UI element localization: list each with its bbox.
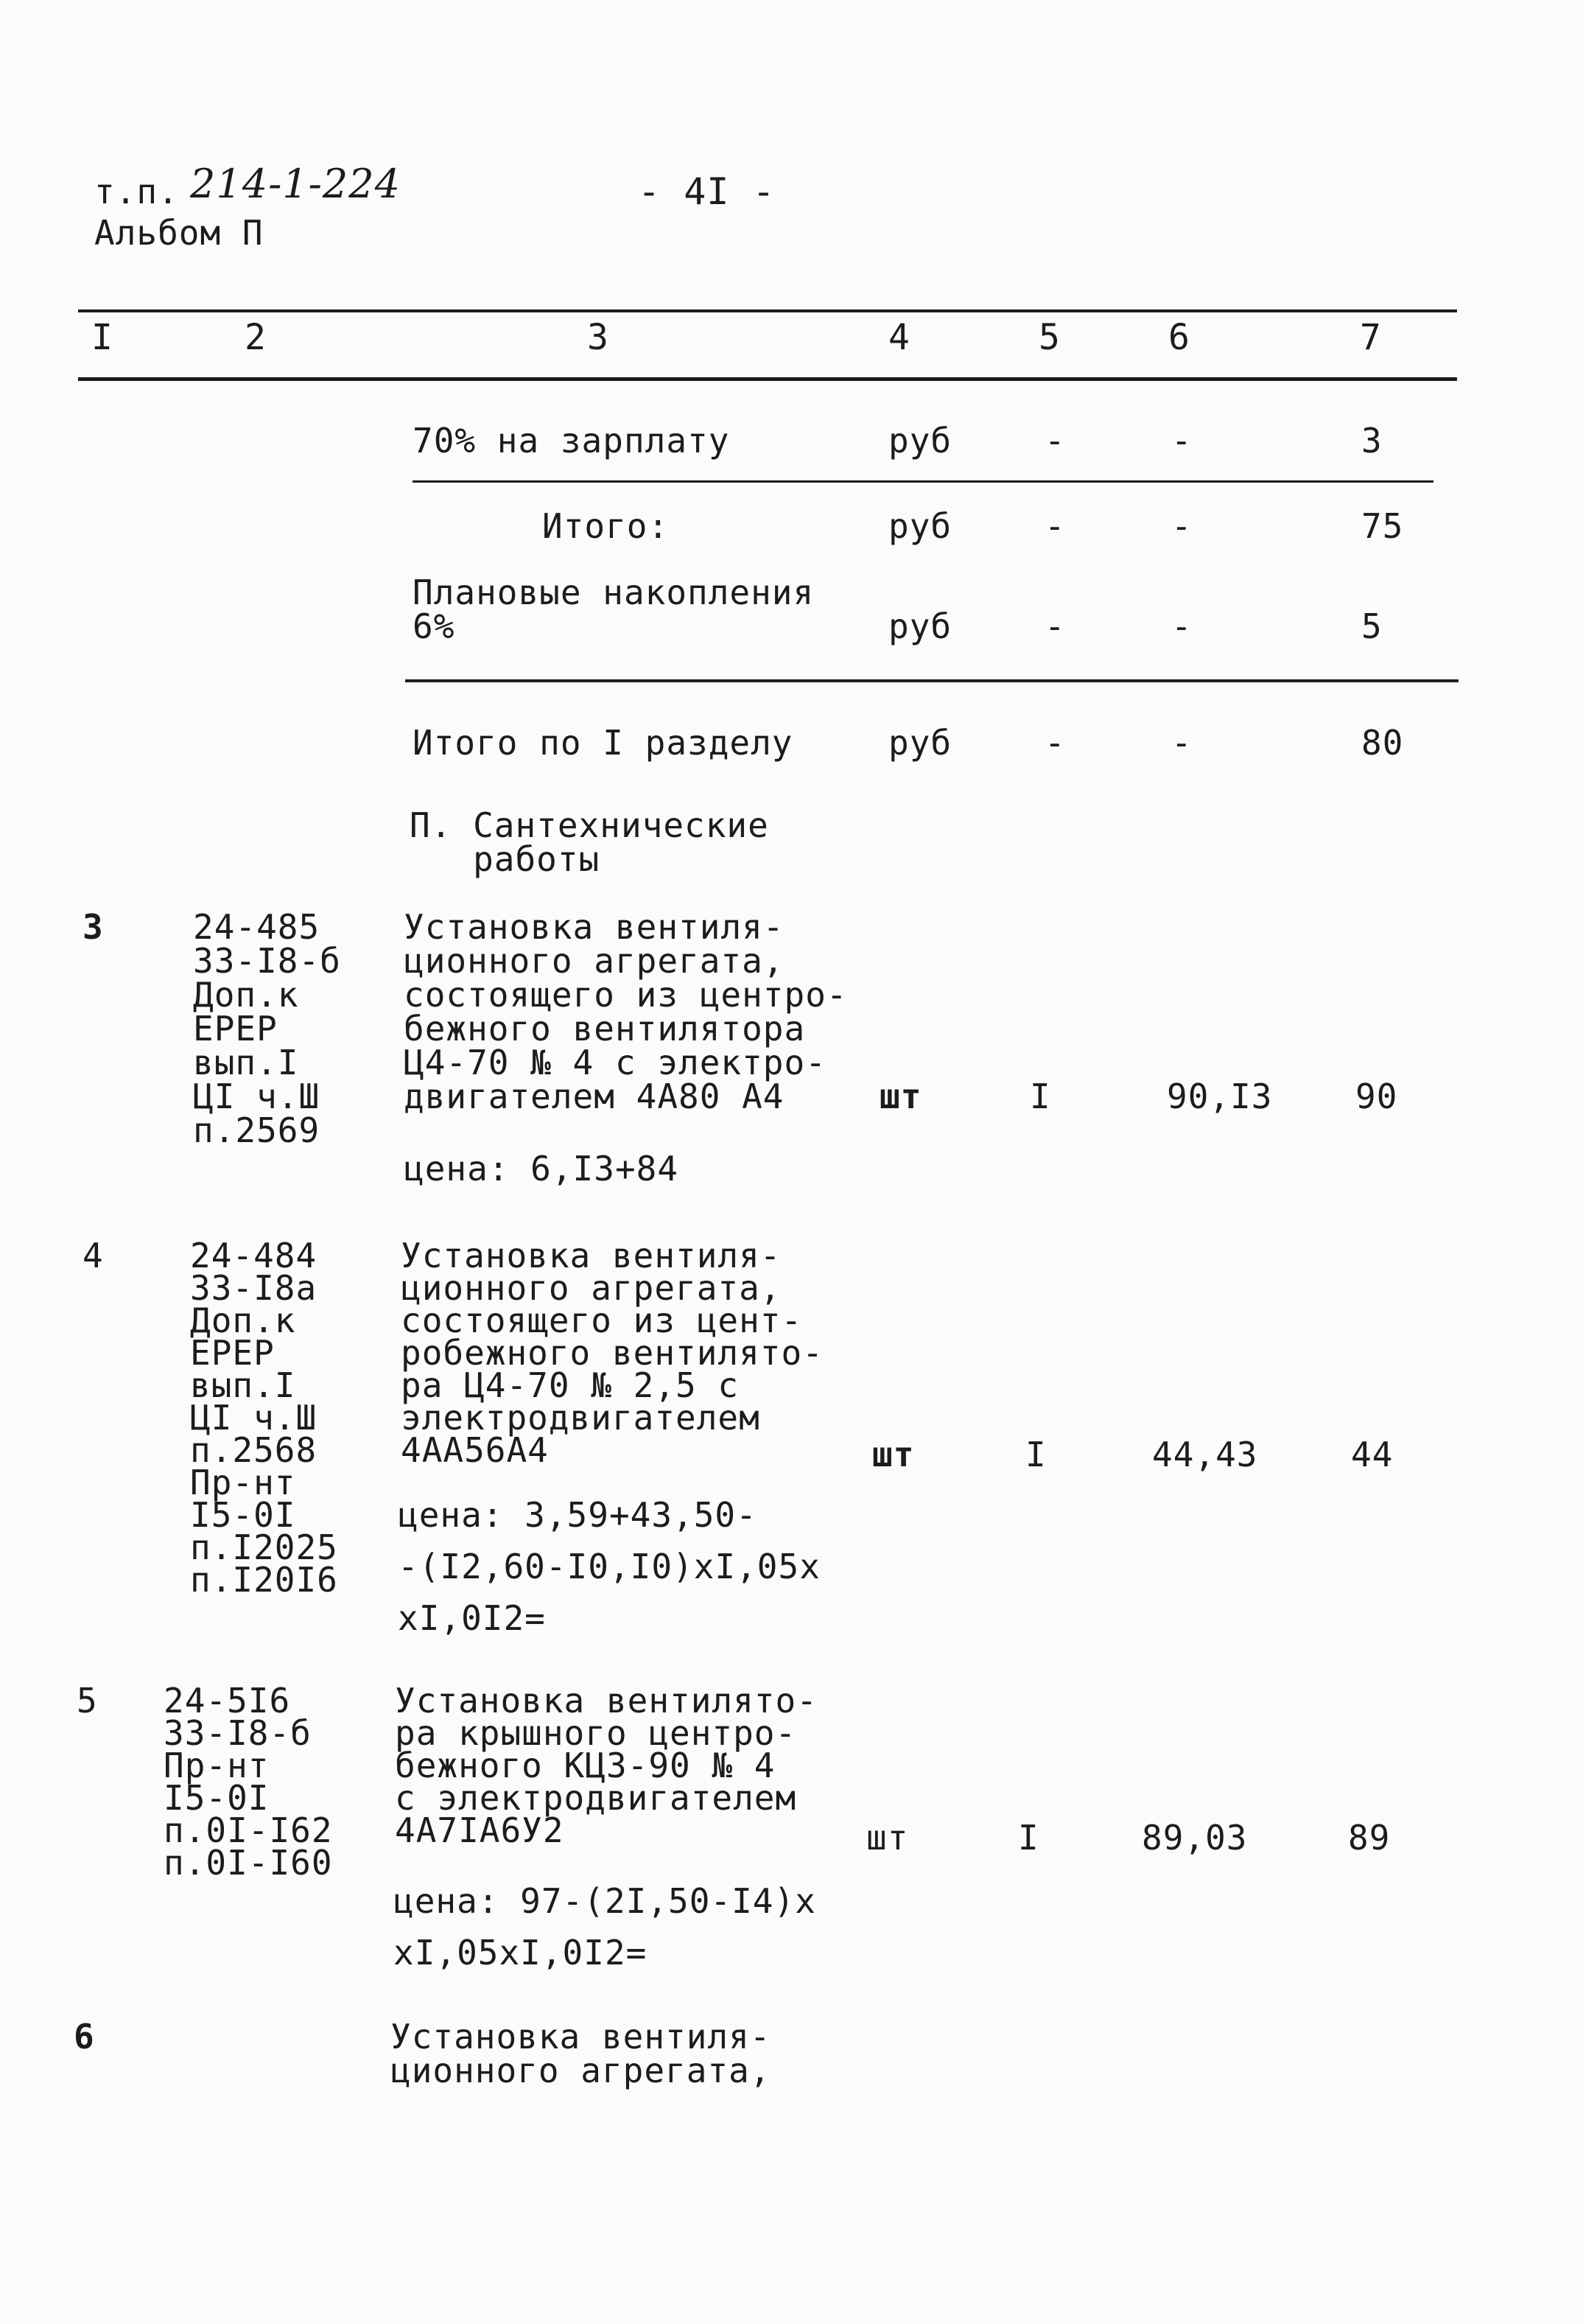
item-4-calc: -(I2,60-I0,I0)хI,05х <box>398 1547 821 1586</box>
col-header-5: 5 <box>1039 317 1061 358</box>
item-4-desc: Установка вентиля- <box>401 1236 782 1275</box>
item-4-code: п.I2025 <box>190 1527 338 1567</box>
item-5-unit: шт <box>866 1818 909 1858</box>
item-4-calc: хI,0I2= <box>398 1598 546 1638</box>
item-6-number: 6 <box>74 2017 95 2057</box>
section-total-unit: руб <box>888 723 952 763</box>
col-header-6: 6 <box>1168 317 1190 358</box>
section-total-text: Итого по I разделу <box>413 723 793 763</box>
item-3-total: 90 <box>1355 1077 1398 1116</box>
item-4-code: Пр-нт <box>190 1463 296 1502</box>
section-total-col7: 80 <box>1361 723 1404 763</box>
item-5-code: п.0I-I62 <box>164 1810 333 1850</box>
item-3-desc: Установка вентиля- <box>404 907 785 947</box>
item-5-desc: ра крышного центро- <box>395 1713 797 1753</box>
item-3-number: 3 <box>83 907 104 947</box>
item-5-number: 5 <box>77 1681 98 1721</box>
col-header-4: 4 <box>888 317 910 358</box>
item-5-desc: с электродвигателем <box>395 1778 797 1818</box>
item-6-desc: Установка вентиля- <box>390 2017 771 2057</box>
item-3-code: ЦI ч.Ш <box>193 1077 320 1116</box>
header-bottom-rule <box>78 377 1457 381</box>
item-3-code: Доп.к <box>193 975 299 1015</box>
item-3-desc: Ц4-70 № 4 с электро- <box>404 1043 826 1082</box>
item-3-code: ЕРЕР <box>193 1009 278 1049</box>
item-4-desc: 4АА56А4 <box>401 1430 549 1470</box>
item-3-code: п.2569 <box>193 1110 320 1150</box>
item-3-unit: шт <box>880 1077 922 1116</box>
item-4-qty: I <box>1025 1435 1047 1474</box>
item-4-desc: электродвигателем <box>401 1398 760 1438</box>
item-3-code: вып.I <box>193 1043 299 1082</box>
item-4-price: 44,43 <box>1152 1435 1258 1474</box>
item-3-desc: двигателем 4А80 А4 <box>404 1077 785 1116</box>
summary-row-1-col7: 3 <box>1361 421 1383 461</box>
item-4-desc: состоящего из цент- <box>401 1301 803 1340</box>
item-3-price: 90,I3 <box>1167 1077 1273 1116</box>
item-5-desc: 4А7IА6У2 <box>395 1810 564 1850</box>
item-5-calc: хI,05хI,0I2= <box>393 1933 647 1973</box>
col-header-1: I <box>91 317 113 358</box>
item-3-desc: бежного вентилятора <box>404 1009 806 1049</box>
tp-number-handwritten: 214-1-224 <box>190 161 401 207</box>
item-3-qty: I <box>1030 1077 1051 1116</box>
item-4-code: ЕРЕР <box>190 1333 275 1373</box>
item-3-code: 24-485 <box>193 907 320 947</box>
item-5-code: 33-I8-б <box>164 1713 312 1753</box>
summary-row-1-text: 70% на зарплату <box>413 421 730 461</box>
item-4-code: п.2568 <box>190 1430 317 1470</box>
item-4-code: I5-0I <box>190 1495 296 1535</box>
item-5-code: I5-0I <box>164 1778 270 1818</box>
item-5-qty: I <box>1018 1818 1039 1858</box>
item-5-code: п.0I-I60 <box>164 1843 333 1883</box>
item-4-code: ЦI ч.Ш <box>190 1398 317 1438</box>
summary-row-2-col7: 75 <box>1361 506 1404 546</box>
summary-row-3-text-line-2: 6% <box>413 606 455 646</box>
tp-prefix: т.п. <box>94 172 179 211</box>
item-5-calc: цена: 97-(2I,50-I4)х <box>393 1881 816 1921</box>
summary-row-1-unit: руб <box>888 421 952 461</box>
item-4-desc: ционного агрегата, <box>401 1268 782 1308</box>
item-4-total: 44 <box>1351 1435 1394 1474</box>
summary-row-1-col6: - <box>1171 421 1193 461</box>
item-4-calc: цена: 3,59+43,50- <box>398 1495 757 1535</box>
item-5-price: 89,03 <box>1142 1818 1248 1858</box>
summary-row-3-col6: - <box>1171 606 1193 646</box>
item-4-unit: шт <box>872 1435 915 1474</box>
header-top-rule <box>78 309 1457 312</box>
col-header-2: 2 <box>245 317 267 358</box>
summary-row-2-text: Итого: <box>542 506 670 546</box>
item-3-calc: цена: 6,I3+84 <box>404 1149 679 1189</box>
col-header-3: 3 <box>587 317 609 358</box>
item-5-total: 89 <box>1348 1818 1391 1858</box>
item-5-code: Пр-нт <box>164 1746 270 1785</box>
section-total-col5: - <box>1045 723 1066 763</box>
item-5-code: 24-5I6 <box>164 1681 291 1721</box>
item-3-code: 33-I8-б <box>193 941 341 981</box>
summary-rule-2 <box>405 679 1459 682</box>
summary-rule-1 <box>413 480 1433 483</box>
summary-row-3-col7: 5 <box>1361 606 1383 646</box>
item-4-code: Доп.к <box>190 1301 296 1340</box>
section-title-line-1: П. Сантехнические <box>410 805 769 845</box>
col-header-7: 7 <box>1360 317 1382 358</box>
item-4-number: 4 <box>83 1236 104 1275</box>
item-4-desc: робежного вентилято- <box>401 1333 824 1373</box>
item-4-desc: ра Ц4-70 № 2,5 с <box>401 1365 740 1405</box>
item-4-code: 33-I8а <box>190 1268 317 1308</box>
item-6-desc: ционного агрегата, <box>390 2051 771 2090</box>
item-3-desc: ционного агрегата, <box>404 941 785 981</box>
item-3-desc: состоящего из центро- <box>404 975 848 1015</box>
summary-row-1-col5: - <box>1045 421 1066 461</box>
page-number: - 4I - <box>638 170 776 213</box>
album-label: Альбом П <box>94 213 264 253</box>
item-4-code: п.I20I6 <box>190 1560 338 1600</box>
summary-row-3-unit: руб <box>888 606 952 646</box>
item-4-code: вып.I <box>190 1365 296 1405</box>
section-total-col6: - <box>1171 723 1193 763</box>
summary-row-2-col5: - <box>1045 506 1066 546</box>
section-title-line-2: работы <box>410 839 600 879</box>
item-5-desc: бежного КЦЗ-90 № 4 <box>395 1746 776 1785</box>
summary-row-2-col6: - <box>1171 506 1193 546</box>
summary-row-2-unit: руб <box>888 506 952 546</box>
item-4-code: 24-484 <box>190 1236 317 1275</box>
item-5-desc: Установка вентилято- <box>395 1681 818 1721</box>
summary-row-3-text-line-1: Плановые накопления <box>413 573 815 612</box>
summary-row-3-col5: - <box>1045 606 1066 646</box>
